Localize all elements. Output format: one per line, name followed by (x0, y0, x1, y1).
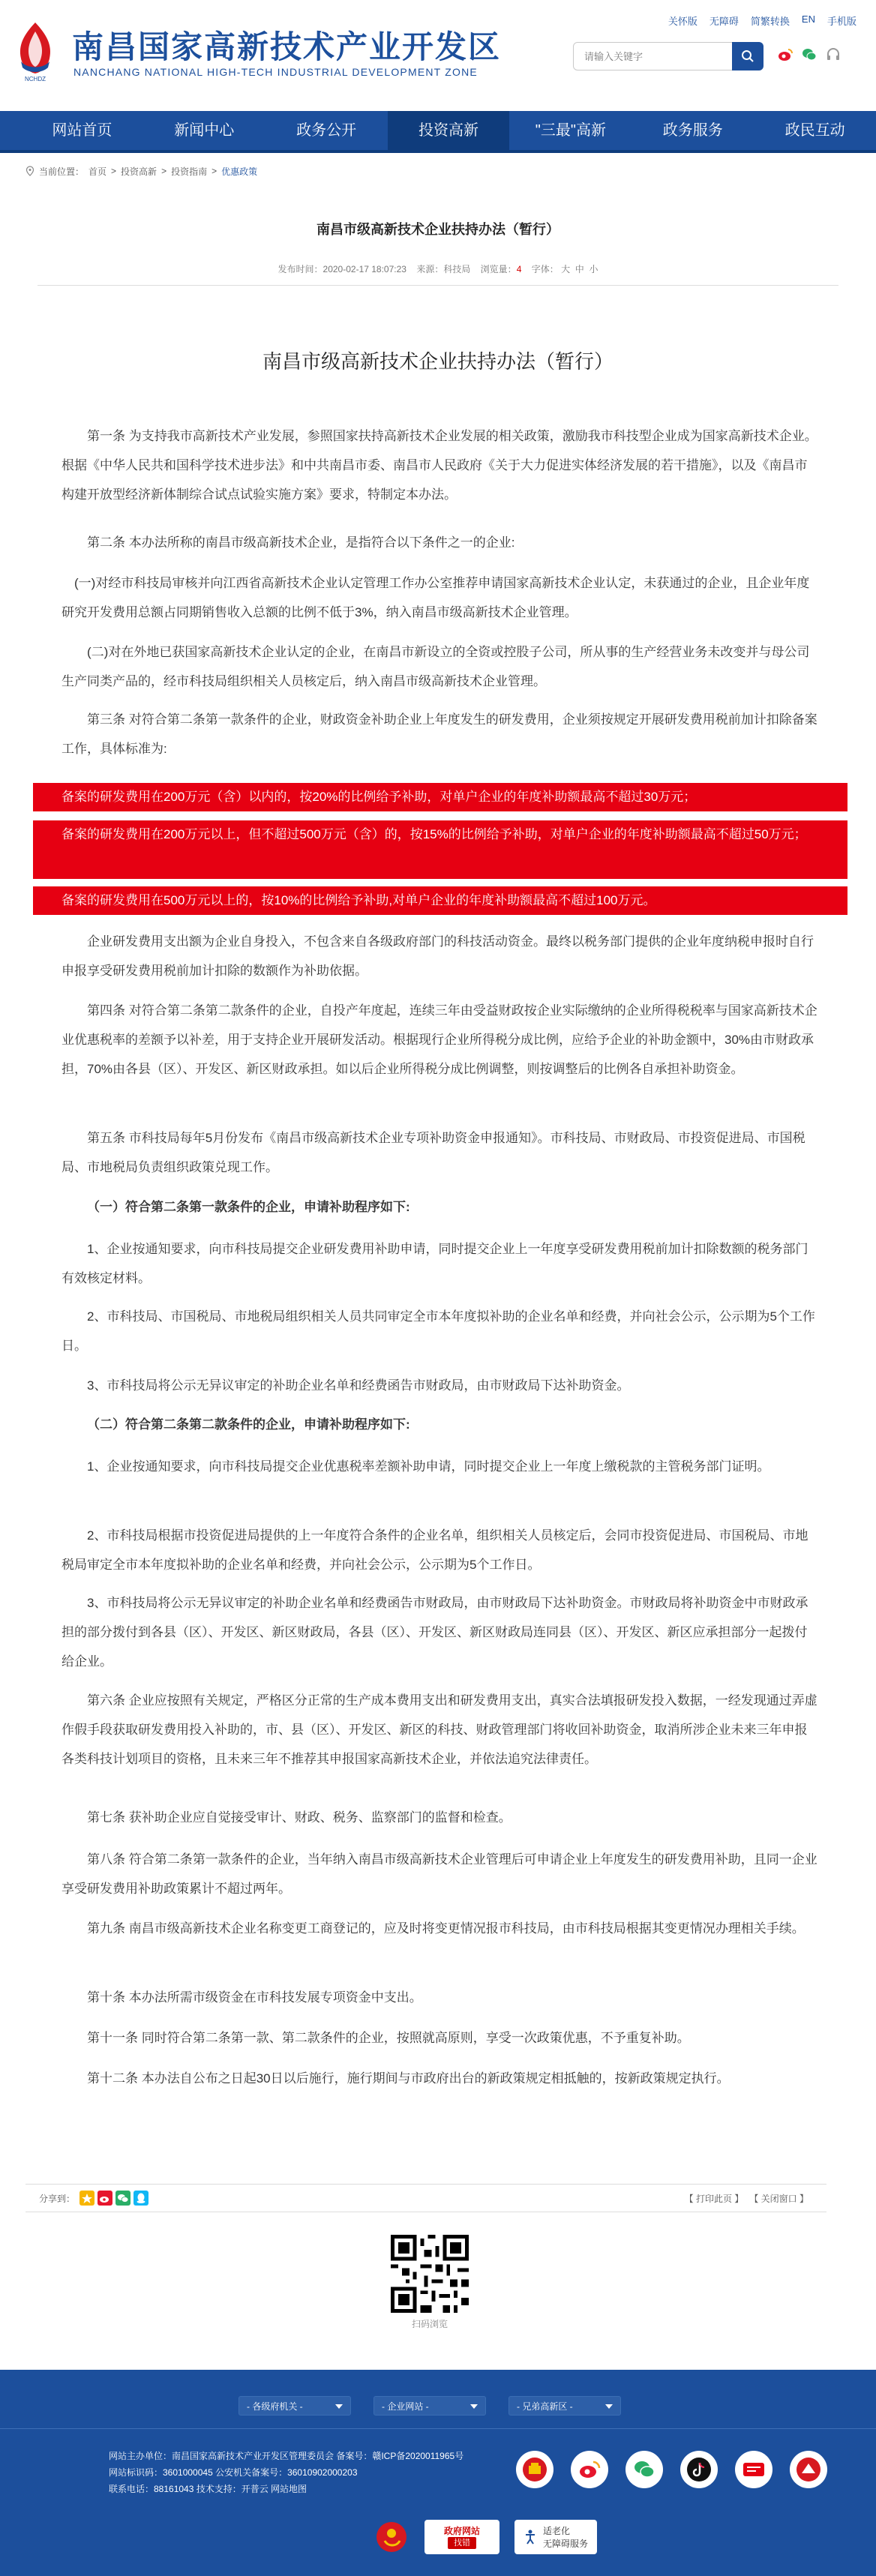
article-paragraph: 第七条 获补助企业应自觉接受审计、财政、税务、监察部门的监督和检查。 (87, 1810, 512, 1825)
article-source: 来源：科技局 (416, 264, 471, 274)
top-link-traditional-chinese[interactable]: 简繁转换 (750, 16, 790, 27)
breadcrumb-separator: > (212, 166, 218, 176)
article-paragraph: 1、企业按通知要求，向市科技局提交企业优惠税率差额补助申请，同时提交企业上一年度上缴税款的主管税务部门证明。 (87, 1459, 770, 1474)
footer-sponsor-line: 网站主办单位：南昌国家高新技术产业开发区管理委员会 备案号：赣ICP备2020011965号 (109, 2451, 464, 2461)
subsidy-tier-3: 备案的研发费用在500万元以上的，按10%的比例给予补助,对单户企业的年度补助额最高不超过100万元。 (33, 886, 848, 915)
gov-badge-title: 政府网站 (443, 2526, 480, 2536)
qzone-icon[interactable] (80, 2191, 94, 2206)
font-size-medium[interactable]: 中 (574, 264, 584, 274)
nav-item-gov-affairs[interactable]: 政务公开 (296, 122, 357, 139)
article-paragraph: 第四条 对符合第二条第二款条件的企业，自投产年度起，连续三年由受益财政按企业实际缴纳的企业所得税税率与国家高新技术企业优惠税率的差额予以补差，用于支持企业开展研发活动。根据现行企业所得税分成比例，应给予企业的补助金额中，30%由市财政承担，70%由各县（区）、开发区、新区财政承担。如以后企业所得税分成比例调整，则按调整后的比例各自承担补助资金。 (62, 1003, 818, 1076)
font-size-large[interactable]: 大 (561, 264, 571, 274)
breadcrumb-label: 当前位置： (39, 166, 85, 177)
top-link-mobile[interactable]: 手机版 (826, 16, 856, 27)
breadcrumb-home[interactable]: 首页 (88, 166, 107, 177)
footer-link-selects (238, 2396, 621, 2416)
breadcrumb-separator: > (161, 166, 167, 176)
accessibility-badge[interactable] (514, 2520, 597, 2554)
breadcrumb-invest[interactable]: 投资高新 (121, 166, 158, 177)
top-link-care-mode[interactable]: 关怀版 (668, 16, 698, 27)
article-paragraph: 第九条 南昌市级高新技术企业名称变更工商登记的，应及时将变更情况报市科技局，由市科技局根据其变更情况办理相关手续。 (87, 1921, 805, 1936)
article-paragraph: 1、企业按通知要求，向市科技局提交企业研发费用补助申请，同时提交企业上一年度享受研发费用税前加计扣除数额的税务部门有效核定材料。 (62, 1242, 808, 1285)
svg-text:NCHDZ: NCHDZ (25, 76, 46, 82)
font-size-small[interactable]: 小 (589, 264, 598, 274)
article-paragraph: 第八条 符合第二条第一款条件的企业，当年纳入南昌市级高新技术企业管理后可申请企业上年度发生的研发费用补助，且同一企业享受研发费用补助政策累计不超过两年。 (62, 1852, 818, 1896)
article-paragraph: 第十二条 本办法自公布之日起30日以后施行，施行期间与市政府出台的新政策规定相抵触的，按新政策规定执行。 (87, 2071, 730, 2086)
site-footer (0, 2370, 876, 2576)
nav-item-interaction[interactable]: 政民互动 (784, 122, 845, 139)
article-paragraph: 第一条 为支持我市高新技术产业发展，参照国家扶持高新技术企业发展的相关政策，激励我市科技型企业成为国家高新技术企业。根据《中华人民共和国科学技术进步法》和中共南昌市委、南昌市人民政府《关于大力促进实体经济发展的若干措施》，以及《南昌市构建开放型经济新体制综合试点试验实施方案》要求，特制定本办法。 (62, 429, 818, 502)
article-paragraph: 2、市科技局、市国税局、市地税局组织相关人员共同审定全市本年度拟补助的企业名单和经费，并向社会公示，公示期为5个工作日。 (62, 1309, 815, 1353)
tiktok-icon[interactable] (680, 2451, 718, 2488)
subsidy-tier-1: 备案的研发费用在200万元（含）以内的，按20%的比例给予补助，对单户企业的年度补助额最高不超过30万元； (33, 783, 848, 811)
footer-info (109, 2448, 464, 2497)
qr-code-icon (391, 2235, 469, 2313)
article-paragraph: 2、市科技局根据市投资促进局提供的上一年度符合条件的企业名单，组织相关人员核定后，会同市投资促进局、市国税局、市地税局审定全市本年度拟补助的企业名单和经费，并向社会公示，公示期为5个工作日。 (62, 1528, 808, 1572)
party-emblem-badge[interactable] (374, 2520, 410, 2554)
article-meta (15, 262, 861, 275)
article-subheading: （一）符合第二条第一款条件的企业，申请补助程序如下: (87, 1200, 410, 1214)
accessibility-badge-sub: 无障碍服务 (543, 2539, 589, 2549)
header-social-links (777, 46, 842, 63)
top-links (668, 13, 856, 28)
gov-site-error-report-badge[interactable] (424, 2520, 500, 2554)
article-paragraph: 第三条 对符合第二条第一款条件的企业，财政资金补助企业上年度发生的研发费用，企业须按规定开展研发费用税前加计扣除备案工作，具体标准为: (62, 712, 818, 756)
nav-item-three-best[interactable]: "三最"高新 (535, 122, 606, 139)
article-paragraph: (二)对在外地已获国家高新技术企业认定的企业，在南昌市新设立的全资或控股子公司，所从事的生产经营业务未改变并与母公司生产同类产品的，经市科技局组织相关人员核定后，纳入南昌市级高新技术企业管理。 (62, 645, 810, 688)
footer-identifier-line: 网站标识码：3601000045 公安机关备案号：36010902000203 (109, 2467, 358, 2478)
breadcrumb-guide[interactable]: 投资指南 (171, 166, 208, 177)
accessibility-badge-title: 适老化 (543, 2526, 571, 2536)
article-paragraph: 第十一条 同时符合第二条第一款、第二款条件的企业，按照就高原则，享受一次政策优惠，不予重复补助。 (87, 2031, 690, 2045)
site-subtitle: NANCHANG NATIONAL HIGH-TECH INDUSTRIAL DEVELOPMENT ZONE (74, 66, 478, 78)
site-header (0, 0, 876, 111)
subsidy-tier-2: 备案的研发费用在200万元以上，但不超过500万元（含）的，按15%的比例给予补助，对单户企业的年度补助额最高不超过50万元； (33, 820, 848, 879)
breadcrumb-separator: > (111, 166, 117, 176)
select-sister-zones[interactable]: - 兄弟高新区 - (508, 2396, 621, 2416)
toutiao-icon[interactable] (735, 2451, 772, 2488)
select-gov-agencies[interactable]: - 各级府机关 - (238, 2396, 351, 2416)
nav-item-invest[interactable]: 投资高新 (388, 111, 510, 150)
location-pin-icon (26, 166, 34, 176)
mobile-app-icon[interactable] (790, 2451, 827, 2488)
weibo-icon[interactable] (98, 2191, 112, 2206)
wechat-icon[interactable] (626, 2451, 663, 2488)
article-paragraph: 3、市科技局将公示无异议审定的补助企业名单和经费函告市财政局，由市财政局下达补助资金。 (87, 1378, 630, 1393)
breadcrumb (15, 157, 861, 184)
zone-logo-icon[interactable] (10, 19, 60, 82)
footer-badges (374, 2520, 597, 2554)
article (15, 187, 861, 2362)
font-size-label: 字体： (531, 264, 559, 274)
article-paragraph: 第十条 本办法所需市级资金在市科技发展专项资金中支出。 (87, 1990, 422, 2005)
gov-badge-sub: 找错 (448, 2537, 476, 2549)
main-nav (0, 111, 876, 153)
top-link-english[interactable]: EN (801, 13, 815, 25)
wechat-icon[interactable] (116, 2191, 130, 2206)
search-icon (741, 49, 754, 63)
article-subheading: （二）符合第二条第二款条件的企业，申请补助程序如下: (87, 1417, 410, 1432)
breadcrumb-current[interactable]: 优惠政策 (221, 166, 258, 177)
article-paragraph: 企业研发费用支出额为企业自身投入，不包含来自各级政府部门的科技活动资金。最终以税务部门提供的企业年度纳税申报时自行申报享受研发费用税前加计扣除的数额作为补助依据。 (62, 934, 814, 978)
gov-app-icon[interactable] (516, 2451, 554, 2488)
meta-divider (38, 285, 838, 286)
footer-contact-line: 联系电话：88161043 技术支持：开普云 网站地图 (109, 2484, 308, 2494)
nav-item-gov-services[interactable]: 政务服务 (662, 122, 723, 139)
publish-time: 发布时间：2020-02-17 18:07:23 (278, 264, 406, 274)
search-button[interactable] (732, 42, 764, 70)
weibo-icon[interactable] (571, 2451, 608, 2488)
article-paragraph: 3、市科技局将公示无异议审定的补助企业名单和经费函告市财政局，由市财政局下达补助资金。市财政局将补助资金中市财政承担的部分拨付到各县（区）、开发区、新区财政局，各县（区）、开发区、新区财政局连同县（区）、开发区、新区应承担部分一起拨付给企业。 (62, 1596, 808, 1669)
article-paragraph: 第二条 本办法所称的南昌市级高新技术企业，是指符合以下条件之一的企业: (87, 535, 515, 550)
close-window-button[interactable]: 【 关闭窗口 】 (749, 2193, 808, 2204)
select-enterprise-sites[interactable]: - 企业网站 - (374, 2396, 486, 2416)
article-paragraph: 第五条 市科技局每年5月份发布《南昌市级高新技术企业专项补助资金申报通知》。市科技局、市财政局、市投资促进局、市国税局、市地税局负责组织政策兑现工作。 (62, 1131, 806, 1174)
wechat-icon[interactable] (801, 46, 818, 63)
document-title: 南昌市级高新技术企业扶持办法（暂行） (262, 350, 614, 373)
qq-icon[interactable] (134, 2191, 148, 2206)
search-input[interactable] (573, 42, 738, 70)
nav-item-news[interactable]: 新闻中心 (174, 122, 235, 139)
footer-app-icons (516, 2451, 827, 2488)
accessibility-icon (522, 2529, 538, 2545)
nav-item-home[interactable]: 网站首页 (52, 122, 112, 139)
print-page-button[interactable]: 【 打印此页 】 (684, 2193, 744, 2204)
top-link-accessibility[interactable]: 无障碍 (709, 16, 739, 27)
views-count: 4 (516, 264, 522, 274)
site-title[interactable]: 南昌国家高新技术产业开发区 (72, 29, 502, 64)
article-paragraph: (一)对经市科技局审核并向江西省高新技术企业认定管理工作办公室推荐申请国家高新技术企业认定，未获通过的企业，且企业年度研究开发费用总额占同期销售收入总额的比例不低于3%，纳入南昌市级高新技术企业管理。 (62, 576, 810, 619)
weibo-icon[interactable] (777, 46, 794, 63)
headset-icon[interactable] (825, 46, 842, 63)
share-label: 分享到： (39, 2193, 76, 2204)
footer-divider (0, 2428, 876, 2429)
article-paragraph: 第六条 企业应按照有关规定，严格区分正常的生产成本费用支出和研发费用支出，真实合法填报研发投入数据，一经发现通过弄虚作假手段获取研发费用投入补助的，市、县（区）、开发区、新区的科技、财政管理部门将收回补助资金，取消所涉企业未来三年申报各类科技计划项目的资格，且未来三年不推荐其申报国家高新技术企业，并依法追究法律责任。 (62, 1693, 818, 1766)
article-title: 南昌市级高新技术企业扶持办法（暂行） (316, 222, 560, 237)
views-label: 浏览量： (480, 264, 517, 274)
share-bar (26, 2184, 826, 2212)
print-actions (685, 2192, 808, 2205)
party-emblem-icon (374, 2520, 409, 2554)
qr-caption: 扫码浏览 (411, 2319, 448, 2329)
